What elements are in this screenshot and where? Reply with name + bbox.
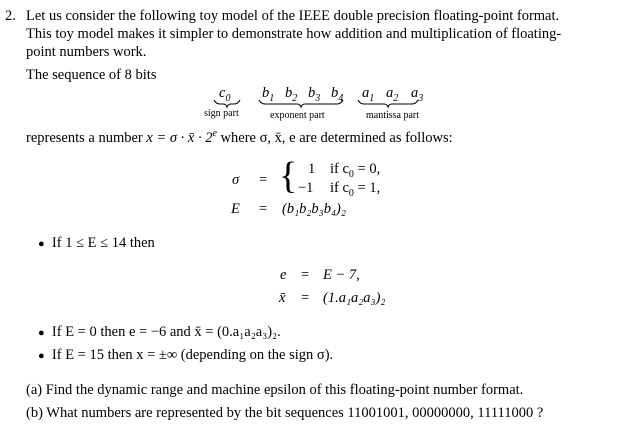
bit-c0: $c_0$ <box>219 85 231 104</box>
mantissa-brace <box>358 100 418 107</box>
intro-line-3: point numbers work. <box>26 44 147 60</box>
represents-line: represents a number x = σ · x̄ · $2^e$ where σ, x̄, e are determined as follows: <box>26 128 453 146</box>
sigma-case1-cond: if $c_0 = 0$, <box>330 161 381 180</box>
bit-b4: $b_4$ <box>331 85 344 104</box>
sigma-lhs: σ <box>232 172 240 188</box>
bullet-3: ● If E = 15 then x = ±∞ (depending on the sign σ). <box>38 347 334 363</box>
xbar-eq: = <box>301 290 310 306</box>
sign-label: sign part <box>204 108 239 119</box>
sigma-case2-val: −1 <box>298 180 314 196</box>
sigma-eq: = <box>259 172 268 188</box>
exponent-label: exponent part <box>270 110 325 121</box>
bullet-2: ● If E = 0 then e = −6 and x̄ = (0.a₁a₂a₃)₂. <box>38 324 281 340</box>
bit-a3: $a_3$ <box>411 85 424 104</box>
bit-a1: $a_1$ <box>362 85 375 104</box>
sigma-brace: { <box>279 155 298 197</box>
E-rhs: (b₁b₂b₃b₄)₂ <box>282 201 346 217</box>
bullet-1: ● If 1 ≤ E ≤ 14 then <box>38 235 155 251</box>
sigma-case2-cond: if $c_0 = 1$, <box>330 180 381 199</box>
part-a: (a) Find the dynamic range and machine epsilon of this floating-point number format. <box>26 382 524 398</box>
bit-b3: $b_3$ <box>308 85 321 104</box>
sequence-line: The sequence of 8 bits <box>26 67 157 83</box>
sigma-case1-val: 1 <box>308 161 316 177</box>
bit-b2: $b_2$ <box>285 85 298 104</box>
xbar-lhs: x̄ <box>279 290 286 306</box>
intro-line-2: This toy model makes it simpler to demonstrate how addition and multiplication of floating- <box>26 26 562 42</box>
intro-line-1: Let us consider the following toy model of the IEEE double precision floating-point format. <box>26 8 560 24</box>
xbar-rhs: (1.a₁a₂a₃)₂ <box>323 290 386 306</box>
sign-brace <box>214 100 240 107</box>
problem-number: 2. <box>5 8 16 24</box>
E-eq: = <box>259 201 268 217</box>
e-lhs: e <box>280 267 287 283</box>
bit-a2: $a_2$ <box>386 85 399 104</box>
e-rhs: E − 7, <box>323 267 360 283</box>
exponent-brace <box>259 100 343 107</box>
bit-b1: $b_1$ <box>262 85 275 104</box>
mantissa-label: mantissa part <box>366 110 420 121</box>
part-b: (b) What numbers are represented by the bit sequences 11001001, 00000000, 11111000 ? <box>26 405 544 421</box>
e-eq: = <box>301 267 310 283</box>
E-lhs: E <box>231 201 240 217</box>
